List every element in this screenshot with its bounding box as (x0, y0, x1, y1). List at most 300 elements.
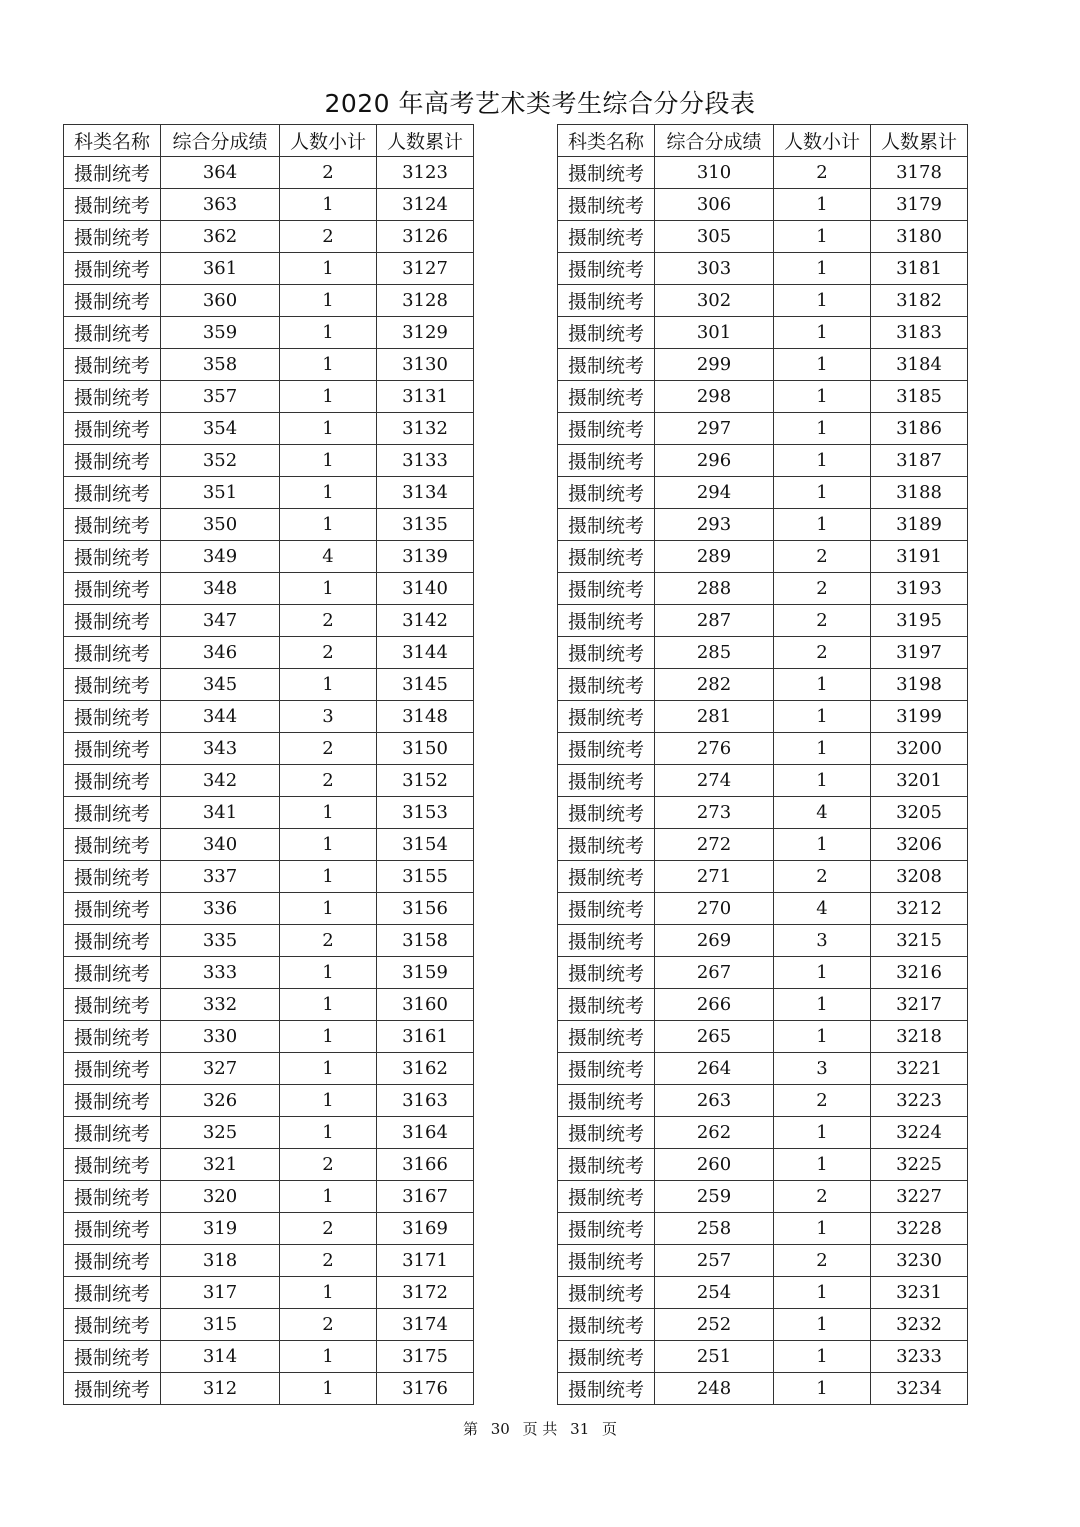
table-row (64, 221, 474, 253)
cell-count: 1 (280, 957, 377, 989)
cell-count: 2 (774, 573, 871, 605)
cell-count: 3 (774, 925, 871, 957)
cell-cumulative: 3152 (377, 765, 474, 797)
cell-cumulative: 3139 (377, 541, 474, 573)
cell-category: 摄制统考 (64, 669, 161, 701)
table-row (64, 285, 474, 317)
table-row (64, 1277, 474, 1309)
table-row (64, 829, 474, 861)
table-row (558, 285, 968, 317)
cell-count: 2 (280, 1245, 377, 1277)
cell-category: 摄制统考 (558, 381, 655, 413)
table-row (64, 573, 474, 605)
table-row (558, 317, 968, 349)
cell-category: 摄制统考 (558, 1021, 655, 1053)
cell-score: 336 (161, 893, 280, 925)
table-row (558, 477, 968, 509)
cell-category: 摄制统考 (64, 445, 161, 477)
table-row (64, 1373, 474, 1405)
cell-score: 273 (655, 797, 774, 829)
cell-count: 4 (774, 797, 871, 829)
cell-cumulative: 3127 (377, 253, 474, 285)
cell-category: 摄制统考 (64, 1245, 161, 1277)
table-row (64, 253, 474, 285)
table-row (558, 189, 968, 221)
cell-cumulative: 3130 (377, 349, 474, 381)
cell-cumulative: 3179 (871, 189, 968, 221)
cell-cumulative: 3132 (377, 413, 474, 445)
cell-count: 2 (774, 157, 871, 189)
cell-score: 248 (655, 1373, 774, 1405)
cell-category: 摄制统考 (64, 541, 161, 573)
cell-cumulative: 3174 (377, 1309, 474, 1341)
cell-cumulative: 3126 (377, 221, 474, 253)
table-row (64, 413, 474, 445)
cell-cumulative: 3184 (871, 349, 968, 381)
cell-score: 321 (161, 1149, 280, 1181)
table-row (64, 861, 474, 893)
cell-score: 260 (655, 1149, 774, 1181)
cell-cumulative: 3123 (377, 157, 474, 189)
cell-score: 314 (161, 1341, 280, 1373)
cell-score: 272 (655, 829, 774, 861)
cell-score: 362 (161, 221, 280, 253)
page-footer (0, 1418, 1080, 1439)
table-row (558, 765, 968, 797)
cell-score: 337 (161, 861, 280, 893)
cell-count: 2 (280, 1213, 377, 1245)
table-row (558, 445, 968, 477)
cell-category: 摄制统考 (64, 925, 161, 957)
table-row (64, 701, 474, 733)
cell-category: 摄制统考 (64, 989, 161, 1021)
cell-count: 1 (280, 1085, 377, 1117)
cell-cumulative: 3187 (871, 445, 968, 477)
cell-cumulative: 3201 (871, 765, 968, 797)
cell-category: 摄制统考 (558, 829, 655, 861)
cell-count: 1 (774, 733, 871, 765)
cell-count: 1 (774, 1149, 871, 1181)
cell-cumulative: 3216 (871, 957, 968, 989)
cell-count: 2 (774, 1245, 871, 1277)
cell-count: 1 (774, 989, 871, 1021)
cell-count: 1 (280, 1021, 377, 1053)
cell-cumulative: 3205 (871, 797, 968, 829)
cell-count: 1 (280, 1117, 377, 1149)
table-row (558, 1181, 968, 1213)
table-row (64, 957, 474, 989)
score-table-right (557, 124, 968, 1405)
cell-category: 摄制统考 (64, 1085, 161, 1117)
cell-category: 摄制统考 (64, 1373, 161, 1405)
cell-category: 摄制统考 (558, 477, 655, 509)
table-row (558, 413, 968, 445)
cell-count: 1 (280, 413, 377, 445)
table-row (558, 157, 968, 189)
cell-category: 摄制统考 (64, 765, 161, 797)
cell-cumulative: 3169 (377, 1213, 474, 1245)
cell-score: 315 (161, 1309, 280, 1341)
cell-category: 摄制统考 (64, 829, 161, 861)
cell-score: 282 (655, 669, 774, 701)
table-row (64, 541, 474, 573)
table-row (558, 1373, 968, 1405)
cell-category: 摄制统考 (64, 477, 161, 509)
cell-count: 2 (280, 765, 377, 797)
table-row (558, 1341, 968, 1373)
table-row (558, 893, 968, 925)
cell-count: 1 (774, 445, 871, 477)
cell-count: 2 (774, 861, 871, 893)
table-row (558, 1277, 968, 1309)
cell-count: 4 (280, 541, 377, 573)
score-table-left (63, 124, 474, 1405)
cell-cumulative: 3180 (871, 221, 968, 253)
cell-cumulative: 3150 (377, 733, 474, 765)
cell-count: 3 (774, 1053, 871, 1085)
cell-category: 摄制统考 (558, 221, 655, 253)
cell-count: 1 (280, 1277, 377, 1309)
cell-cumulative: 3234 (871, 1373, 968, 1405)
cell-category: 摄制统考 (64, 1021, 161, 1053)
cell-score: 346 (161, 637, 280, 669)
table-row (558, 637, 968, 669)
cell-category: 摄制统考 (558, 957, 655, 989)
cell-count: 1 (774, 1373, 871, 1405)
cell-category: 摄制统考 (64, 317, 161, 349)
footer-mid: 页 共 (522, 1420, 558, 1438)
table-row (558, 989, 968, 1021)
cell-cumulative: 3231 (871, 1277, 968, 1309)
cell-cumulative: 3163 (377, 1085, 474, 1117)
cell-count: 1 (774, 509, 871, 541)
cell-score: 302 (655, 285, 774, 317)
cell-cumulative: 3189 (871, 509, 968, 541)
cell-category: 摄制统考 (64, 1117, 161, 1149)
cell-category: 摄制统考 (558, 1245, 655, 1277)
cell-category: 摄制统考 (558, 1373, 655, 1405)
cell-score: 361 (161, 253, 280, 285)
cell-category: 摄制统考 (64, 349, 161, 381)
cell-score: 345 (161, 669, 280, 701)
cell-score: 326 (161, 1085, 280, 1117)
table-row (64, 733, 474, 765)
footer-page-total: 31 (570, 1420, 590, 1438)
cell-count: 1 (280, 797, 377, 829)
cell-score: 267 (655, 957, 774, 989)
cell-cumulative: 3208 (871, 861, 968, 893)
cell-score: 343 (161, 733, 280, 765)
cell-score: 330 (161, 1021, 280, 1053)
table-row (558, 829, 968, 861)
cell-cumulative: 3167 (377, 1181, 474, 1213)
table-row (64, 509, 474, 541)
cell-count: 2 (774, 541, 871, 573)
cell-cumulative: 3129 (377, 317, 474, 349)
cell-score: 287 (655, 605, 774, 637)
cell-count: 2 (280, 157, 377, 189)
header-cumulative: 人数累计 (377, 125, 474, 157)
table-row (64, 445, 474, 477)
cell-count: 2 (280, 733, 377, 765)
cell-cumulative: 3140 (377, 573, 474, 605)
cell-count: 1 (280, 285, 377, 317)
cell-count: 1 (774, 477, 871, 509)
cell-score: 344 (161, 701, 280, 733)
cell-score: 335 (161, 925, 280, 957)
cell-category: 摄制统考 (558, 1053, 655, 1085)
cell-count: 2 (774, 605, 871, 637)
cell-cumulative: 3182 (871, 285, 968, 317)
cell-cumulative: 3223 (871, 1085, 968, 1117)
cell-score: 276 (655, 733, 774, 765)
cell-score: 269 (655, 925, 774, 957)
cell-category: 摄制统考 (558, 1341, 655, 1373)
cell-score: 303 (655, 253, 774, 285)
cell-score: 258 (655, 1213, 774, 1245)
cell-cumulative: 3156 (377, 893, 474, 925)
table-row (558, 733, 968, 765)
cell-count: 1 (774, 669, 871, 701)
cell-cumulative: 3193 (871, 573, 968, 605)
cell-category: 摄制统考 (64, 221, 161, 253)
table-row (558, 1021, 968, 1053)
cell-score: 363 (161, 189, 280, 221)
cell-score: 350 (161, 509, 280, 541)
header-cumulative: 人数累计 (871, 125, 968, 157)
cell-category: 摄制统考 (558, 1085, 655, 1117)
cell-count: 1 (280, 1181, 377, 1213)
cell-category: 摄制统考 (558, 637, 655, 669)
header-score: 综合分成绩 (161, 125, 280, 157)
cell-count: 1 (774, 221, 871, 253)
table-row (64, 637, 474, 669)
cell-score: 297 (655, 413, 774, 445)
cell-score: 257 (655, 1245, 774, 1277)
cell-score: 305 (655, 221, 774, 253)
cell-category: 摄制统考 (558, 765, 655, 797)
cell-count: 1 (280, 829, 377, 861)
cell-score: 342 (161, 765, 280, 797)
cell-cumulative: 3172 (377, 1277, 474, 1309)
cell-score: 281 (655, 701, 774, 733)
cell-count: 1 (774, 957, 871, 989)
cell-count: 4 (774, 893, 871, 925)
cell-score: 348 (161, 573, 280, 605)
cell-count: 1 (280, 573, 377, 605)
cell-score: 332 (161, 989, 280, 1021)
cell-score: 349 (161, 541, 280, 573)
cell-count: 1 (280, 989, 377, 1021)
table-row (558, 1117, 968, 1149)
cell-count: 3 (280, 701, 377, 733)
cell-count: 2 (774, 1085, 871, 1117)
cell-category: 摄制统考 (64, 509, 161, 541)
table-row (64, 765, 474, 797)
cell-cumulative: 3206 (871, 829, 968, 861)
table-row (558, 221, 968, 253)
cell-cumulative: 3230 (871, 1245, 968, 1277)
cell-category: 摄制统考 (558, 669, 655, 701)
cell-count: 1 (280, 381, 377, 413)
cell-count: 1 (774, 285, 871, 317)
cell-cumulative: 3134 (377, 477, 474, 509)
cell-cumulative: 3175 (377, 1341, 474, 1373)
page-title: 2020 年高考艺术类考生综合分分段表 (324, 89, 756, 118)
cell-count: 1 (280, 1053, 377, 1085)
cell-category: 摄制统考 (64, 701, 161, 733)
cell-category: 摄制统考 (558, 989, 655, 1021)
cell-cumulative: 3164 (377, 1117, 474, 1149)
cell-count: 1 (774, 1341, 871, 1373)
cell-cumulative: 3166 (377, 1149, 474, 1181)
footer-page-current: 30 (490, 1420, 510, 1438)
cell-cumulative: 3144 (377, 637, 474, 669)
cell-count: 1 (774, 829, 871, 861)
cell-category: 摄制统考 (64, 861, 161, 893)
cell-category: 摄制统考 (558, 1277, 655, 1309)
cell-score: 333 (161, 957, 280, 989)
cell-count: 1 (774, 1213, 871, 1245)
cell-category: 摄制统考 (64, 157, 161, 189)
cell-category: 摄制统考 (558, 413, 655, 445)
footer-prefix: 第 (462, 1420, 478, 1438)
cell-score: 252 (655, 1309, 774, 1341)
cell-category: 摄制统考 (64, 1309, 161, 1341)
cell-count: 1 (774, 349, 871, 381)
table-row (558, 957, 968, 989)
table-header-row (558, 125, 968, 157)
cell-count: 2 (280, 1309, 377, 1341)
cell-category: 摄制统考 (558, 605, 655, 637)
cell-score: 327 (161, 1053, 280, 1085)
cell-score: 298 (655, 381, 774, 413)
table-row (64, 989, 474, 1021)
cell-cumulative: 3227 (871, 1181, 968, 1213)
cell-category: 摄制统考 (558, 509, 655, 541)
cell-category: 摄制统考 (558, 573, 655, 605)
table-header-row (64, 125, 474, 157)
cell-cumulative: 3198 (871, 669, 968, 701)
cell-cumulative: 3160 (377, 989, 474, 1021)
cell-score: 318 (161, 1245, 280, 1277)
table-row (64, 381, 474, 413)
cell-score: 325 (161, 1117, 280, 1149)
footer-suffix: 页 (602, 1420, 618, 1438)
cell-cumulative: 3158 (377, 925, 474, 957)
cell-cumulative: 3185 (871, 381, 968, 413)
cell-category: 摄制统考 (558, 1149, 655, 1181)
cell-count: 2 (280, 1149, 377, 1181)
cell-category: 摄制统考 (558, 733, 655, 765)
table-row (64, 925, 474, 957)
cell-count: 1 (774, 189, 871, 221)
cell-count: 1 (774, 317, 871, 349)
cell-cumulative: 3162 (377, 1053, 474, 1085)
cell-category: 摄制统考 (64, 605, 161, 637)
cell-cumulative: 3221 (871, 1053, 968, 1085)
cell-category: 摄制统考 (64, 1277, 161, 1309)
cell-category: 摄制统考 (558, 1309, 655, 1341)
table-row (558, 1245, 968, 1277)
table-row (64, 317, 474, 349)
table-row (558, 1213, 968, 1245)
table-row (64, 605, 474, 637)
cell-count: 2 (280, 637, 377, 669)
cell-cumulative: 3232 (871, 1309, 968, 1341)
cell-cumulative: 3148 (377, 701, 474, 733)
table-row (64, 1021, 474, 1053)
cell-cumulative: 3124 (377, 189, 474, 221)
cell-count: 1 (280, 893, 377, 925)
table-row (558, 349, 968, 381)
table-row (558, 1149, 968, 1181)
cell-cumulative: 3171 (377, 1245, 474, 1277)
cell-category: 摄制统考 (558, 925, 655, 957)
cell-cumulative: 3133 (377, 445, 474, 477)
cell-category: 摄制统考 (64, 1053, 161, 1085)
table-row (558, 1309, 968, 1341)
cell-cumulative: 3188 (871, 477, 968, 509)
cell-cumulative: 3228 (871, 1213, 968, 1245)
cell-score: 357 (161, 381, 280, 413)
cell-cumulative: 3159 (377, 957, 474, 989)
cell-category: 摄制统考 (64, 1213, 161, 1245)
cell-score: 299 (655, 349, 774, 381)
cell-count: 1 (280, 349, 377, 381)
cell-category: 摄制统考 (558, 1117, 655, 1149)
cell-cumulative: 3233 (871, 1341, 968, 1373)
cell-score: 352 (161, 445, 280, 477)
cell-count: 2 (280, 221, 377, 253)
header-category: 科类名称 (558, 125, 655, 157)
cell-count: 1 (774, 413, 871, 445)
cell-count: 1 (280, 317, 377, 349)
cell-score: 351 (161, 477, 280, 509)
cell-score: 347 (161, 605, 280, 637)
cell-cumulative: 3135 (377, 509, 474, 541)
cell-cumulative: 3176 (377, 1373, 474, 1405)
cell-count: 1 (774, 253, 871, 285)
cell-cumulative: 3191 (871, 541, 968, 573)
cell-score: 359 (161, 317, 280, 349)
cell-score: 254 (655, 1277, 774, 1309)
table-row (558, 509, 968, 541)
cell-category: 摄制统考 (558, 893, 655, 925)
cell-count: 1 (280, 861, 377, 893)
cell-count: 1 (774, 1309, 871, 1341)
table-row (558, 253, 968, 285)
table-row (558, 541, 968, 573)
table-row (558, 573, 968, 605)
table-row (64, 1181, 474, 1213)
cell-score: 320 (161, 1181, 280, 1213)
table-row (64, 893, 474, 925)
table-row (558, 1053, 968, 1085)
table-row (558, 925, 968, 957)
table-row (64, 349, 474, 381)
cell-cumulative: 3217 (871, 989, 968, 1021)
table-row (558, 701, 968, 733)
table-row (64, 189, 474, 221)
cell-score: 262 (655, 1117, 774, 1149)
cell-score: 271 (655, 861, 774, 893)
cell-score: 270 (655, 893, 774, 925)
cell-category: 摄制统考 (64, 413, 161, 445)
cell-category: 摄制统考 (64, 797, 161, 829)
cell-score: 317 (161, 1277, 280, 1309)
cell-score: 251 (655, 1341, 774, 1373)
